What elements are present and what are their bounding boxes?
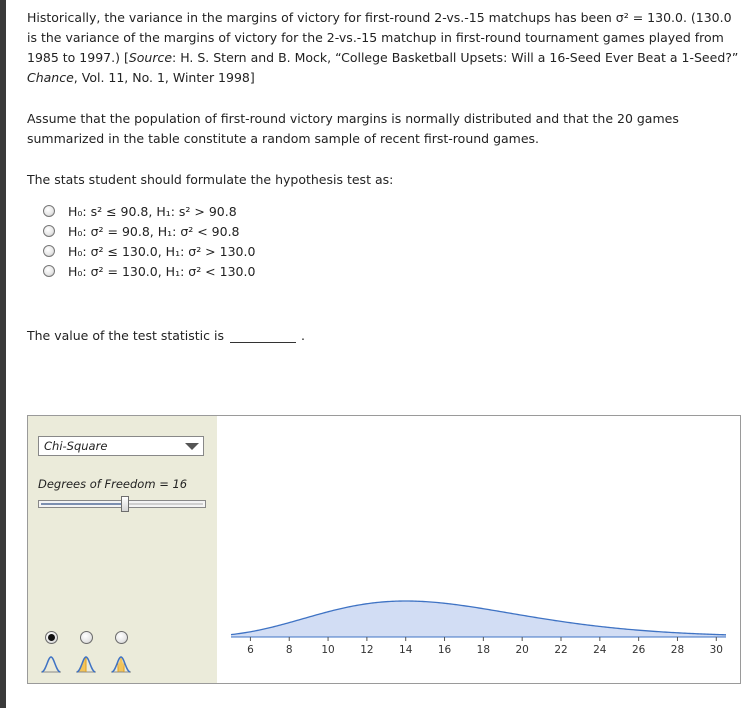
journal-name: Chance (27, 70, 74, 85)
mode-radio-two-tail[interactable] (80, 631, 93, 644)
hypothesis-option-4[interactable] (43, 261, 255, 281)
right-tail-icon[interactable] (110, 654, 132, 674)
test-statistic-input[interactable] (230, 325, 296, 343)
radio-button[interactable] (43, 265, 55, 277)
left-edge-bar (0, 0, 6, 708)
citation-volume: , Vol. 11, No. 1, Winter 1998] (73, 70, 255, 85)
x-tick-label: 14 (399, 644, 413, 656)
x-tick-label: 20 (515, 644, 529, 656)
control-panel (28, 416, 217, 683)
mode-radio-right-tail[interactable] (115, 631, 128, 644)
intro-text: Historically, the variance in the margins of victory for first-round 2-vs.-15 matchups has been σ² = 130.0. (130.0 is the variance of the margins of victory for the 2-vs.-15 matchup in first-round tournament games played from 1985 to 1997.) [ (27, 10, 732, 65)
intro-paragraph (27, 8, 745, 88)
x-tick-label: 26 (631, 644, 646, 656)
slider-thumb[interactable] (121, 496, 129, 512)
x-tick-label: 22 (554, 644, 568, 656)
x-tick-label: 16 (437, 644, 452, 656)
x-tick-label: 10 (321, 644, 335, 656)
x-tick-label: 6 (247, 644, 254, 656)
citation-text: : H. S. Stern and B. Mock, “College Basketball Upsets: Will a 16-Seed Ever Beat a 1-Seed?” (172, 50, 739, 65)
sentence-period: . (301, 328, 305, 343)
distribution-widget (27, 415, 741, 684)
slider-fill (41, 503, 125, 505)
x-tick-label: 12 (360, 644, 374, 656)
hypothesis-option-1[interactable] (43, 201, 255, 221)
left-tail-icon[interactable] (40, 654, 62, 674)
df-equals: = (159, 477, 169, 491)
test-statistic-row (27, 325, 305, 343)
hypothesis-question: The stats student should formulate the hypothesis test as: (27, 172, 394, 187)
radio-button[interactable] (43, 225, 55, 237)
source-label: Source (128, 50, 173, 65)
df-slider[interactable] (38, 500, 206, 508)
chi-square-chart[interactable] (218, 416, 740, 683)
distribution-select-value: Chi-Square (44, 439, 108, 453)
mode-radio-left-tail[interactable] (45, 631, 58, 644)
tail-mode-selector (40, 626, 140, 676)
assumption-paragraph: Assume that the population of first-round victory margins is normally distributed and that the 20 games summarized in the table constitute a random sample of recent first-round games. (27, 111, 679, 146)
hypothesis-option-2[interactable] (43, 221, 255, 241)
x-tick-label: 18 (476, 644, 491, 656)
hypothesis-option-3[interactable] (43, 241, 255, 261)
x-tick-label: 30 (709, 644, 723, 656)
radio-button[interactable] (43, 245, 55, 257)
x-tick-label: 8 (285, 644, 293, 656)
x-tick-label: 24 (593, 644, 607, 656)
option-label: H₀: σ² ≤ 130.0, H₁: σ² > 130.0 (68, 243, 256, 259)
distribution-select[interactable] (38, 436, 204, 456)
option-label: H₀: s² ≤ 90.8, H₁: s² > 90.8 (68, 203, 237, 219)
two-tail-icon[interactable] (75, 654, 97, 674)
option-label: H₀: σ² = 130.0, H₁: σ² < 130.0 (68, 263, 256, 279)
test-statistic-label: The value of the test statistic is (27, 328, 224, 343)
chevron-down-icon (185, 443, 199, 450)
radio-button[interactable] (43, 205, 55, 217)
df-value: 16 (172, 477, 188, 491)
option-label: H₀: σ² = 90.8, H₁: σ² < 90.8 (68, 223, 240, 239)
degrees-of-freedom-label (38, 477, 187, 491)
x-tick-label: 28 (670, 644, 685, 656)
hypothesis-options (43, 201, 255, 281)
df-label-text: Degrees of Freedom (38, 477, 156, 491)
